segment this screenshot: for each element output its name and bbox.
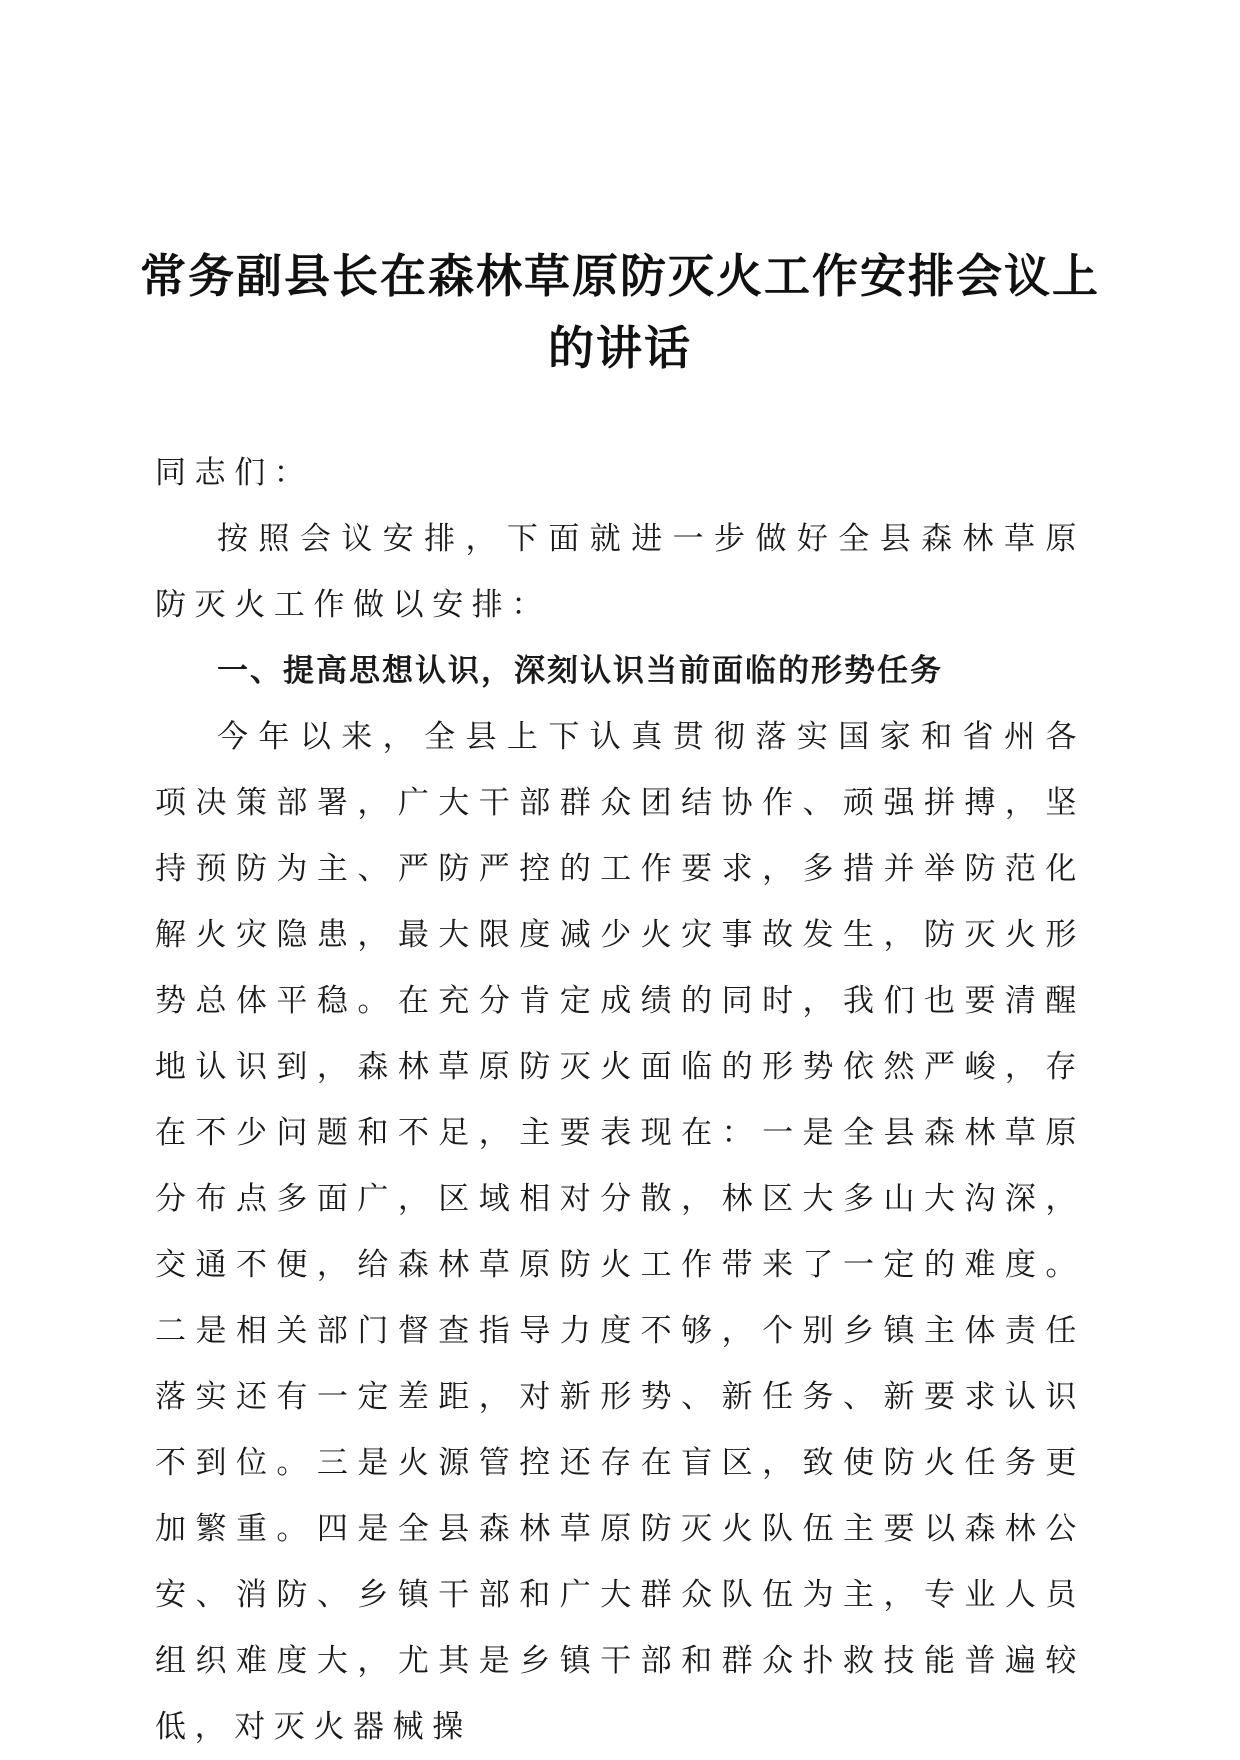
document-title [140,240,1100,384]
title-line-2: 的讲话 [548,321,692,375]
section-heading: 一、提高思想认识，深刻认识当前面临的形势任务 [217,653,943,689]
section-paragraph: 今年以来，全县上下认真贯彻落实国家和省州各项决策部署，广大干部群众团结协作、顽强拼搏，坚持预防为主、严防严控的工作要求，多措并举防范化解火灾隐患，最大限度减少火灾事故发生，防灭火形势总体平稳。在充分肯定成绩的同时，我们也要清醒地认识到，森林草原防灭火面临的形势依然严峻，存在不少问题和不足，主要表现在：一是全县森林草原分布点多面广，区域相对分散，林区大多山大沟深，交通不便，给森林草原防火工作带来了一定的难度。二是相关部门督查指导力度不够，个别乡镇主体责任落实还有一定差距，对新形势、新任务、新要求认识不到位。三是火源管控还存在盲区，致使防火任务更加繁重。四是全县森林草原防灭火队伍主要以森林公安、消防、乡镇干部和广大群众队伍为主，专业人员组织难度大，尤其是乡镇干部和群众扑救技能普遍较低，对灭火器械操 [155,719,1085,1745]
document-body [155,440,1085,1760]
title-line-1: 常务副县长在森林草原防灭火工作安排会议上 [140,249,1100,303]
salutation: 同志们： [155,455,314,491]
intro-paragraph: 按照会议安排，下面就进一步做好全县森林草原防灭火工作做以安排： [155,521,1085,623]
